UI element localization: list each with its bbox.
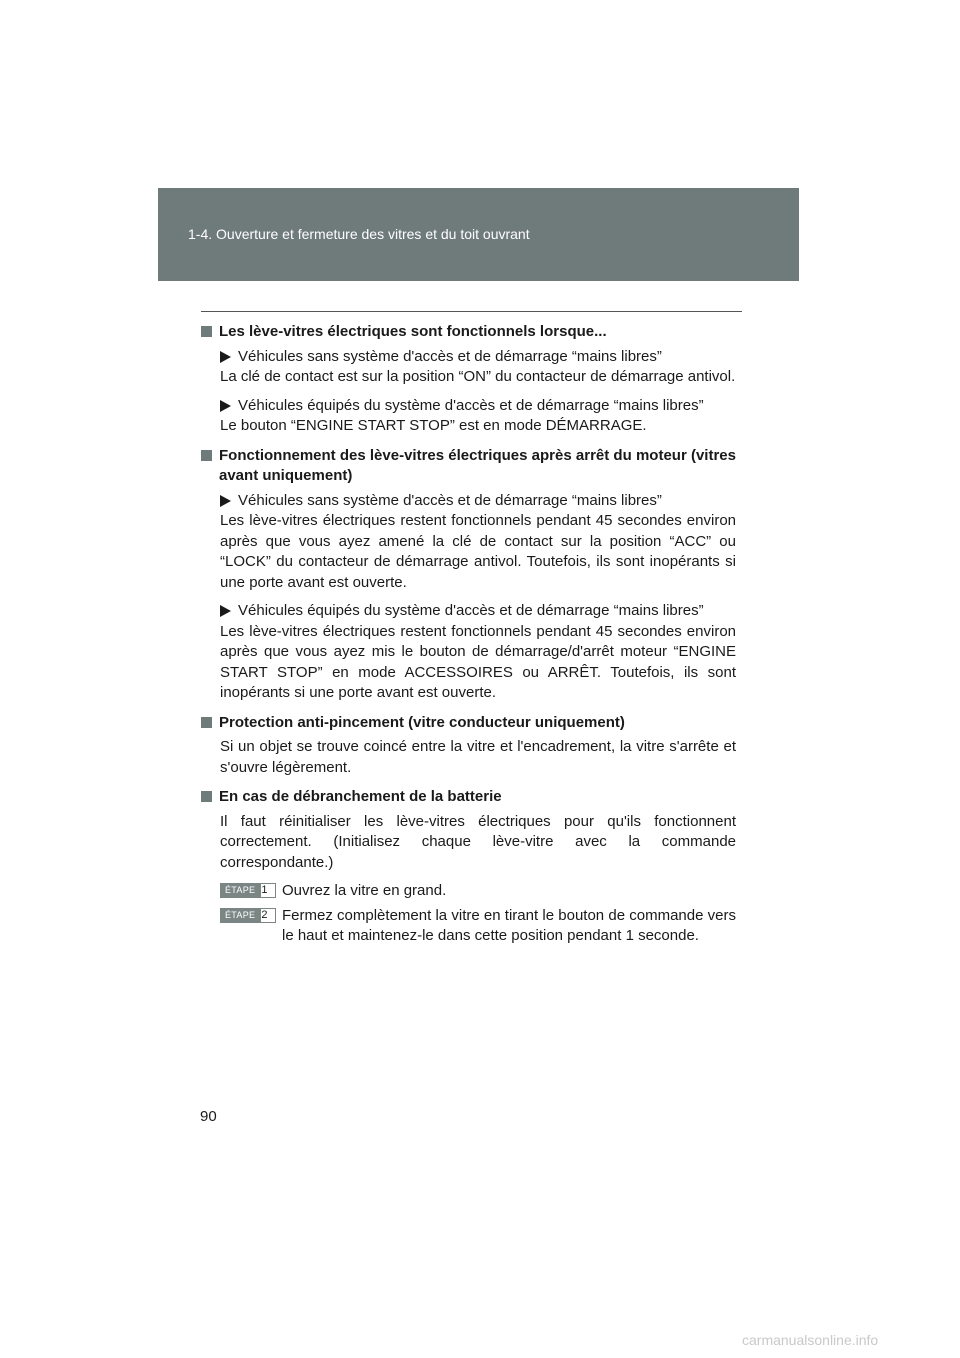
triangle-right-icon	[220, 351, 231, 363]
paragraph: Les lève-vitres électriques restent fonctionnels pendant 45 secondes environ après que vous ayez mis le bouton de démarrage/d'arrêt moteur “ENGINE START STOP” en mode ACCESSOIRES ou ARRÊT. Toutefois, ils sont inopérants si une porte avant est ouverte.	[220, 622, 736, 701]
step-badge: ÉTAPE 1	[220, 883, 276, 898]
page-content	[201, 322, 736, 951]
square-bullet-icon	[201, 717, 212, 728]
paragraph: Si un objet se trouve coincé entre la vitre et l'encadrement, la vitre s'arrête et s'ouvre légèrement.	[220, 738, 736, 776]
step-badge: ÉTAPE 2	[220, 908, 276, 923]
variant-label: Véhicules équipés du système d'accès et de démarrage “mains libres”	[220, 396, 736, 417]
square-bullet-icon	[201, 791, 212, 802]
chapter-title: 1-4. Ouverture et fermeture des vitres et du toit ouvrant	[188, 226, 530, 242]
square-bullet-icon	[201, 326, 212, 337]
step-1: ÉTAPE 1 Ouvrez la vitre en grand.	[220, 881, 736, 902]
paragraph: Il faut réinitialiser les lève-vitres électriques pour qu'ils fonctionnent correctement. (Initialisez chaque lève-vitre avec la commande correspondante.)	[220, 812, 736, 871]
section-title-after-engine-stop: Fonctionnement des lève-vitres électriques après arrêt du moteur (vitres avant uniquement)	[201, 446, 736, 487]
triangle-right-icon	[220, 605, 231, 617]
triangle-right-icon	[220, 400, 231, 412]
paragraph: La clé de contact est sur la position “ON” du contacteur de démarrage antivol.	[220, 368, 736, 385]
section-title-anti-pinch: Protection anti-pincement (vitre conducteur uniquement)	[201, 713, 736, 734]
page-number: 90	[200, 1108, 217, 1125]
section-title-operational: Les lève-vitres électriques sont fonctionnels lorsque...	[201, 322, 736, 343]
chapter-header	[158, 188, 799, 281]
header-divider	[201, 311, 742, 312]
paragraph: Les lève-vitres électriques restent fonctionnels pendant 45 secondes environ après que vous ayez amené la clé de contact sur la position “ACC” ou “LOCK” du contacteur de démarrage antivol. Toutefois, ils sont inopérants si une porte avant est ouverte.	[220, 512, 736, 591]
step-2: ÉTAPE 2 Fermez complètement la vitre en tirant le bouton de commande vers le haut et maintenez-le dans cette position pendant 1 seconde.	[220, 906, 736, 947]
section-title-battery: En cas de débranchement de la batterie	[201, 787, 736, 808]
variant-label: Véhicules équipés du système d'accès et de démarrage “mains libres”	[220, 601, 736, 622]
paragraph: Le bouton “ENGINE START STOP” est en mode DÉMARRAGE.	[220, 417, 647, 434]
watermark: carmanualsonline.info	[742, 1332, 879, 1348]
triangle-right-icon	[220, 495, 231, 507]
variant-label: Véhicules sans système d'accès et de démarrage “mains libres”	[220, 491, 736, 512]
square-bullet-icon	[201, 450, 212, 461]
variant-label: Véhicules sans système d'accès et de démarrage “mains libres”	[220, 347, 736, 368]
